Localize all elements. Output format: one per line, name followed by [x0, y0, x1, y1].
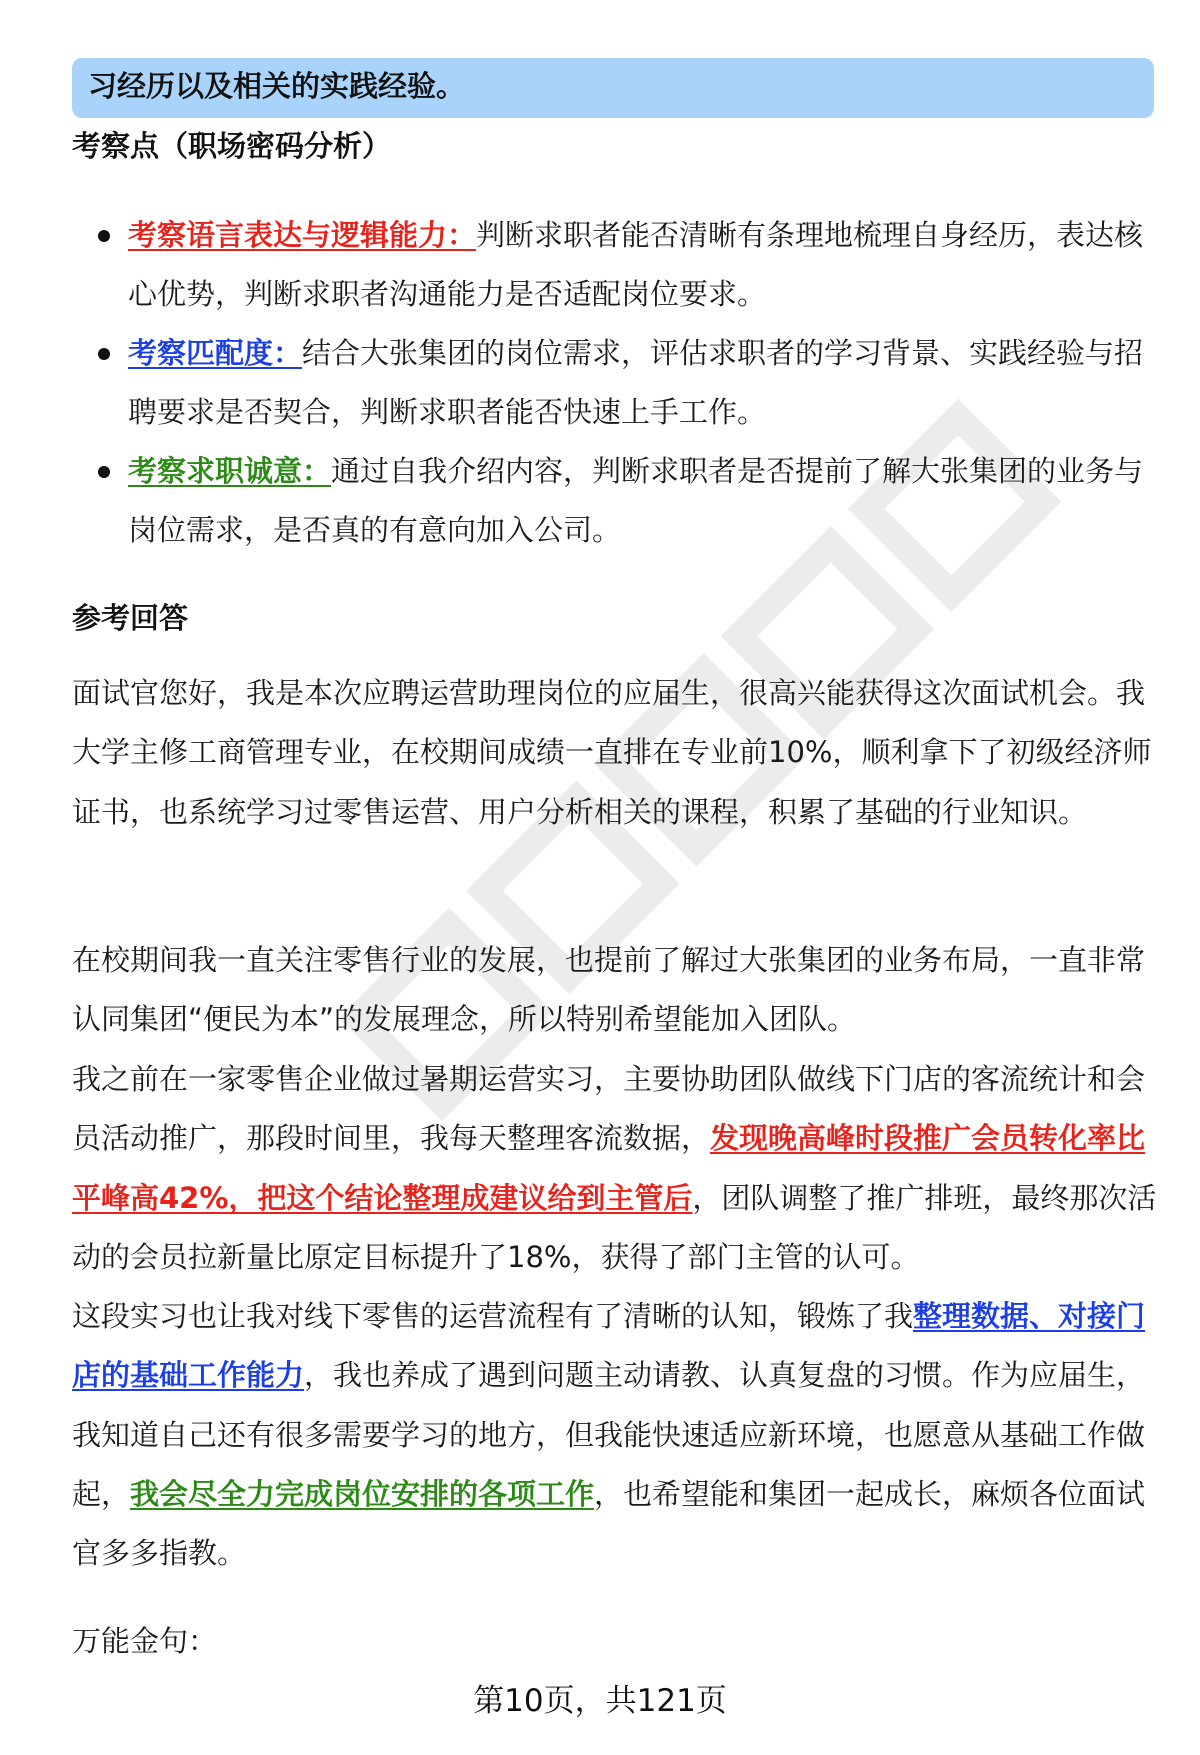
list-item [72, 324, 1162, 442]
answer-paragraph-3 [72, 1050, 1162, 1287]
assessment-list [72, 206, 1162, 560]
highlight-red: 发现晚高峰时段推广会员转化率比平峰高42%，把这个结论整理成建议给到主管后 [72, 1121, 1146, 1215]
bullet-key: 考察语言表达与逻辑能力： [128, 218, 477, 252]
answer-paragraph-4 [72, 1287, 1162, 1583]
page-number: 第10页，共121页 [473, 1683, 727, 1719]
text-span: 这段实习也让我对线下零售的运营流程有了清晰的认知，锻炼了我 [72, 1299, 914, 1333]
bullet-dot-icon [98, 348, 110, 360]
bullet-text: 结合大张集团的岗位需求，评估求职者的学习背景、实践经验与招聘要求是否契合，判断求职者能否快速上手工作。 [128, 336, 1144, 429]
bullet-key: 考察匹配度： [128, 336, 303, 370]
text-span: ，团队调整了推广排班，最终那次活动的会员拉新量比原定目标提升了18%，获得了部门主管的认可。 [72, 1180, 1157, 1274]
text-span: ，我也养成了遇到问题主动请教、认真复盘的习惯。作为应届生，我知道自己还有很多需要学习的地方，但我能快速适应新环境，也愿意从基础工作做起， [72, 1358, 1146, 1511]
text-span: 我之前在一家零售企业做过暑期运营实习，主要协助团队做线下门店的客流统计和会员活动推广，那段时间里，我每天整理客流数据， [72, 1062, 1146, 1156]
bullet-key: 考察求职诚意： [128, 454, 332, 488]
list-item [72, 442, 1162, 560]
highlight-blue: 整理数据、对接门店的基础工作能力 [72, 1299, 1146, 1393]
section-title-answer: 参考回答 [72, 601, 189, 635]
bullet-text: 判断求职者能否清晰有条理地梳理自身经历，表达核心优势，判断求职者沟通能力是否适配岗位要求。 [128, 218, 1144, 311]
text-span: ，也希望能和集团一起成长，麻烦各位面试官多多指教。 [72, 1476, 1146, 1571]
bullet-dot-icon [98, 230, 110, 242]
closing-label: 万能金句： [72, 1624, 218, 1658]
answer-paragraph-1: 面试官您好，我是本次应聘运营助理岗位的应届生，很高兴能获得这次面试机会。我大学主修工商管理专业，在校期间成绩一直排在专业前10%，顺利拿下了初级经济师证书，也系统学习过零售运营、用户分析相关的课程，积累了基础的行业知识。 [72, 676, 1152, 829]
bullet-text: 通过自我介绍内容，判断求职者是否提前了解大张集团的业务与岗位需求，是否真的有意向加入公司。 [128, 454, 1144, 547]
answer-paragraph-2: 在校期间我一直关注零售行业的发展，也提前了解过大张集团的业务布局，一直非常认同集团“便民为本”的发展理念，所以特别希望能加入团队。 [72, 943, 1146, 1037]
highlight-banner: 习经历以及相关的实践经验。 [72, 58, 1154, 118]
highlight-green: 我会尽全力完成岗位安排的各项工作 [130, 1476, 595, 1511]
bullet-dot-icon [98, 466, 110, 478]
section-title-assessment: 考察点（职场密码分析） [72, 129, 392, 163]
list-item [72, 206, 1162, 324]
